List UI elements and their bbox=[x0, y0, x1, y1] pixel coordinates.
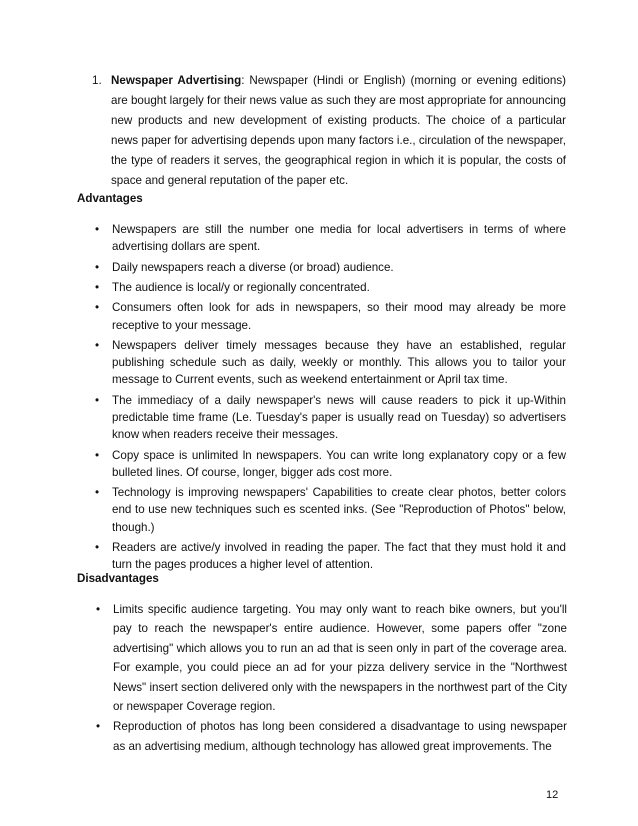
bullet-icon: • bbox=[94, 448, 100, 462]
bullet-icon: • bbox=[94, 540, 100, 554]
list-item: • Limits specific audience targeting. You may only want to reach bike owners, but you'll pay to reach the newspaper's entire audience. However, some papers offer "zone advertising" which allows you to run an ad that is seen only in part of the coverage area. For example, you could piece an ad for your pizza delivery service in the "Northwest News" insert section delivered only with the newspapers in the northwest part of the City or newspaper Coverage region. bbox=[93, 600, 567, 716]
item-text: : Newspaper (Hindi or English) (morning or evening editions) are bought largely for their news value as such they are most appropriate for announcing new products and new development of existing products. The choice of a particular news paper for advertising depends upon many factors i.e., circulation of the newspaper, the type of readers it serves, the geographical region in which it is popular, the costs of space and general reputation of the paper etc. bbox=[111, 74, 566, 187]
disadvantages-heading: Disadvantages bbox=[77, 572, 159, 585]
item-term: Newspaper Advertising bbox=[111, 74, 242, 87]
bullet-icon: • bbox=[94, 280, 100, 294]
list-item: • Copy space is unlimited ln newspapers. You can write long explanatory copy or a few bulleted lines. Of course, longer, bigger ads cost more. bbox=[92, 447, 566, 481]
advantages-heading: Advantages bbox=[77, 192, 143, 205]
bullet-icon: • bbox=[94, 338, 100, 352]
advantages-list bbox=[92, 221, 566, 577]
bullet-icon: • bbox=[94, 301, 100, 315]
list-item: • Newspapers deliver timely messages because they have an established, regular publishing schedule such as daily, weekly or monthly. This allows you to tailor your message to Current events, such as weekend entertainment or April tax time. bbox=[92, 337, 566, 389]
list-item: • Consumers often look for ads in newspapers, so their mood may already be more receptive to your message. bbox=[92, 299, 566, 333]
disadvantages-list bbox=[93, 600, 567, 757]
item-body bbox=[111, 71, 566, 191]
item-number: 1. bbox=[92, 74, 102, 87]
bullet-icon: • bbox=[94, 223, 100, 236]
list-item: • The immediacy of a daily newspaper's news will cause readers to pick it up-Within predictable time frame (Le. Tuesday's paper is usually read on Tuesday) so advertisers know when readers receive their messages. bbox=[92, 392, 566, 444]
bullet-icon: • bbox=[95, 720, 101, 734]
numbered-item-newspaper-advertising bbox=[92, 71, 566, 191]
list-item: • Readers are active/y involved in reading the paper. The fact that they must hold it and turn the pages produces a higher level of attention. bbox=[92, 539, 566, 573]
page-number: 12 bbox=[546, 789, 559, 801]
list-item: • Daily newspapers reach a diverse (or broad) audience. bbox=[92, 259, 566, 276]
list-item: • Technology is improving newspapers' Capabilities to create clear photos, better colors end to use new techniques such es scented inks. (See "Reproduction of Photos" below, though.) bbox=[92, 484, 566, 536]
list-item: • Newspapers are still the number one media for local advertisers in terms of where advertising dollars are spent. bbox=[92, 221, 566, 255]
list-item: • The audience is local/y or regionally concentrated. bbox=[92, 279, 566, 296]
list-item: • Reproduction of photos has long been considered a disadvantage to using newspaper as an advertising medium, although technology has allowed great improvements. The bbox=[93, 717, 567, 756]
bullet-icon: • bbox=[94, 486, 100, 500]
bullet-icon: • bbox=[94, 260, 100, 274]
bullet-icon: • bbox=[95, 603, 101, 616]
bullet-icon: • bbox=[94, 393, 100, 407]
